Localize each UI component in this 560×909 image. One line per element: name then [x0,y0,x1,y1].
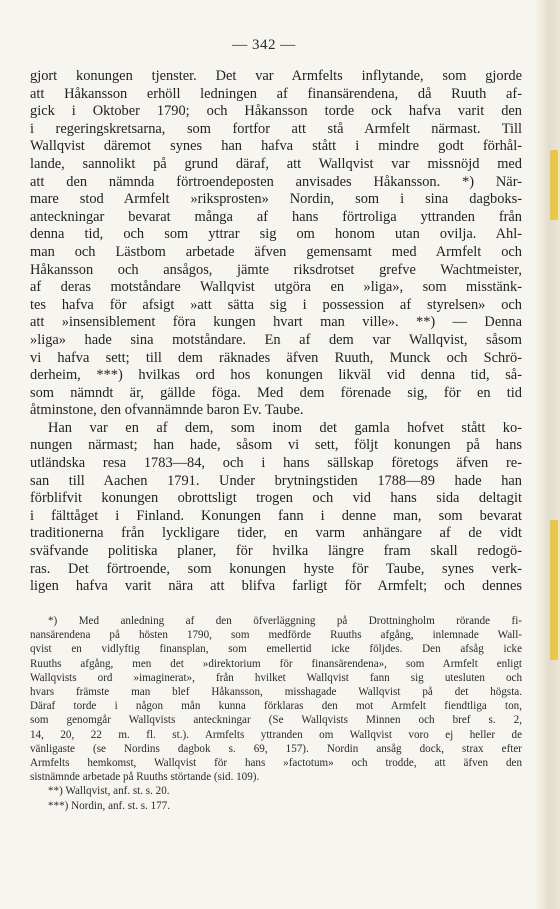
text-line: tes hafva för afsigt »att sätta sig i possession af styrelsen» och [30,296,522,313]
page-edge-mark [550,150,558,220]
text-line: traditionerna från lyckligare tider, en varm anhängare af de vidt [30,525,522,542]
text-line: derheim, ***) hvilkas ord hos konungen likväl vid denna tid, så- [30,367,522,384]
text-line: denna tid, och som yttrar sig om honom utan ovilja. Ahl- [30,226,522,243]
text-line: åtminstone, den ofvannämnde baron Ev. Taube. [30,402,304,419]
footnote-line: qvist en vidlyftig finansplan, som emellertid icke följdes. Den afsåg icke [30,643,522,656]
footnote-line: *) Med anledning af den öfverläggning på Drottningholm rörande fi- [48,615,522,627]
text-line: gick i Oktober 1790; och Håkansson torde ock hafva varit den [30,103,522,120]
text-line: mare stod Armfelt »riksprosten» Nordin, som i sina dagboks- [30,191,522,208]
footnote-line: hvars främste man blef Håkansson, misshagade Wallqvist på det högsta. [30,686,522,699]
text-line: ligen hafva varit nära att blifva farligt för Armfelt; och dennes [30,578,522,595]
text-line: att »insensiblement föra kungen hvart man ville». **) — Denna [30,314,522,331]
footnote-line: vänligaste (se Nordins dagbok s. 69, 157). Nordin ansåg dock, strax efter [30,742,522,755]
text-line: lande, sannolikt på grund däraf, att Wallqvist var missnöjd med [30,155,522,172]
footnote-line: nansärendena på hösten 1790, som medförde Ruuths afgång, inlemnade Wall- [30,629,522,642]
text-line: förblifvit konungen obrottsligt trogen och vid hans sida deltagit [30,490,522,507]
main-text [30,68,522,596]
footnotes [30,614,522,813]
footnote-line: ***) Nordin, anf. st. s. 177. [48,799,171,812]
footnote-line: som genomgår Wallqvists anteckningar (Se Wallqvists Minnen och bref s. 2, [30,714,522,727]
text-line: i regeringskretsarna, som fortfor att stå Armfelt närmast. Till [30,120,522,137]
footnote-line: Ruuths afgång, men det »direktorium för finansärendena», som Armfelt enligt [30,657,522,670]
text-line: gjort konungen tjenster. Det var Armfelts inflytande, som gjorde [30,68,522,84]
text-line: man och Lästbom arbetade äfven gemensamt med Armfelt och [30,243,522,260]
page-number: — 342 — [232,37,296,53]
footnote-line: Armfelts hemkomst, Wallqvist för hans »factotum» och trodde, att äfven den [30,757,522,770]
text-line: i fälttåget i Finland. Konungen fann i denne man, som bevarat [30,507,522,524]
text-line: att Håkansson erhöll ledningen af finansärendena, då Ruuth af- [30,85,522,102]
footnote-line: **) Wallqvist, anf. st. s. 20. [48,785,170,798]
text-line: san till Aachen 1791. Under brytningstiden 1788—89 hade han [30,472,522,489]
text-line: af deras motståndare Wallqvist utgöra en »liga», som misstänk- [30,279,522,296]
text-line: Wallqvist däremot synes han hafva stått i mindre godt förhål- [30,138,522,155]
text-line: som nämndt är, gällde föga. Med dem förenade sig, för en tid [30,384,522,401]
text-line: utländska resa 1783—84, och i hans sällskap företogs äfven re- [30,455,522,472]
text-line: nungen närmast; han hade, såsom vi sett, följt konungen på hans [30,437,522,454]
text-line: sväfvande politiska planer, för hvilka längre fram skall redogö- [30,543,522,560]
footnote-line: 14, 20, 22 m. fl. st.). Armfelts yttranden om Wallqvist voro ej heller de [30,728,522,741]
text-line: vi hafva sett; till dem räknades äfven Ruuth, Munck och Schrö- [30,349,522,366]
page-edge [534,0,560,909]
text-line: Håkansson och ansågos, jämte riksdrotset grefve Wachtmeister, [30,261,522,278]
footnote-line: Wallqvists ord »imaginerat», från hvilket Wallqvist fann sig utesluten och [30,671,522,684]
text-line: anteckningar bevarat många af hans förtroliga yttranden från [30,208,522,225]
text-line: Han var en af dem, som inom det gamla hofvet stått ko- [48,419,522,436]
footnote-line: sistnämnde arbetade på Ruuths störtande (sid. 109). [30,771,260,784]
page-edge-mark [550,520,558,660]
text-line: ras. Det förtroende, som konungen hyste för Taube, synes verk- [30,560,522,577]
footnote-line: Däraf torde i någon mån kunna förklaras den mot Armfelt fiendtliga ton, [30,700,522,713]
text-line: att den nämnda förtroendeposten anvisades Håkansson. *) När- [30,173,522,190]
text-line: »liga» hade sina motståndare. En af dem var Wallqvist, såsom [30,331,522,348]
